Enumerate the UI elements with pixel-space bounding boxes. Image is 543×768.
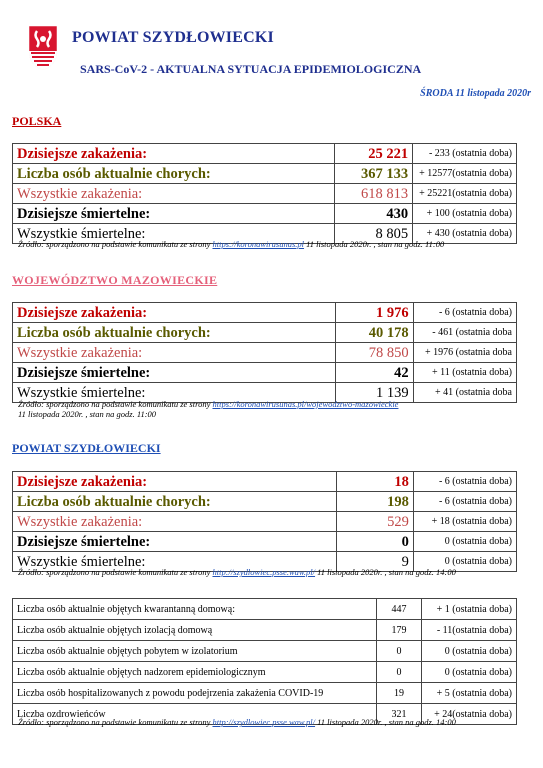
stat-change: 0 (ostatnia doba) (413, 552, 516, 572)
stat-value: 198 (336, 492, 413, 512)
table-row (13, 662, 517, 683)
table-row (13, 343, 517, 363)
detail-label: Liczba osób aktualnie objętych kwarantanną domową: (13, 599, 377, 620)
detail-value: 0 (377, 641, 422, 662)
stat-label: Dzisiejsze zakażenia: (13, 303, 336, 323)
table-row (13, 184, 517, 204)
stat-change: - 233 (ostatnia doba) (413, 144, 517, 164)
detail-value: 19 (377, 683, 422, 704)
detail-value: 321 (377, 704, 422, 725)
stat-change: + 12577(ostatnia doba) (413, 164, 517, 184)
detail-change: + 24(ostatnia doba) (422, 704, 517, 725)
stat-change: - 6 (ostatnia doba) (413, 303, 516, 323)
source-note-mazowieckie-line2 (18, 409, 156, 419)
stat-value: 367 133 (335, 164, 413, 184)
stat-change: + 18 (ostatnia doba) (413, 512, 516, 532)
detail-value: 179 (377, 620, 422, 641)
source-text: 11 listopada 2020r. , stan na godz. 11:00 (18, 409, 157, 419)
detail-value: 0 (377, 662, 422, 683)
stat-value: 25 221 (335, 144, 413, 164)
source-text: Źródło: sporządzono na podstawie komunikatu ze strony (18, 717, 213, 727)
table-row (13, 683, 517, 704)
stat-change: + 430 (ostatnia doba) (413, 224, 517, 244)
stat-label: Wszystkie zakażenia: (13, 184, 335, 204)
page-subtitle: SARS-CoV-2 - AKTUALNA SYTUACJA EPIDEMIOLOGICZNA (80, 62, 422, 76)
source-link[interactable]: https://koronawirusunas.pl (212, 239, 305, 249)
stat-label: Wszystkie śmiertelne: (13, 383, 336, 403)
detail-change: - 11(ostatnia doba) (422, 620, 517, 641)
source-note-polska (18, 239, 444, 249)
detail-change: 0 (ostatnia doba) (422, 641, 517, 662)
table-row (13, 303, 517, 323)
source-note-mazowieckie (18, 399, 398, 409)
stat-change: + 25221(ostatnia doba) (413, 184, 517, 204)
stat-label: Liczba osób aktualnie chorych: (13, 323, 336, 343)
table-row (13, 620, 517, 641)
report-date: ŚRODA 11 listopada 2020r (420, 88, 531, 99)
powiat-stats-table (12, 471, 517, 572)
source-text: 11 listopada 2020r. , stan na godz. 14:00 (315, 717, 456, 727)
table-row (13, 532, 517, 552)
stat-label: Wszystkie zakażenia: (13, 512, 337, 532)
stat-value: 9 (336, 552, 413, 572)
stat-value: 529 (336, 512, 413, 532)
table-row (13, 164, 517, 184)
source-link[interactable]: http://szydlowiec.psse.waw.pl/ (212, 567, 316, 577)
stat-label: Dzisiejsze zakażenia: (13, 472, 337, 492)
stat-value: 430 (335, 204, 413, 224)
stat-label: Wszystkie zakażenia: (13, 343, 336, 363)
source-note-powiat (18, 567, 456, 577)
source-text: Źródło: sporządzono na podstawie komunikatu ze strony (18, 399, 213, 409)
stat-label: Dzisiejsze śmiertelne: (13, 363, 336, 383)
stat-value: 42 (335, 363, 413, 383)
section-title-polska: POLSKA (12, 114, 62, 128)
table-row (13, 472, 517, 492)
stat-label: Wszystkie śmiertelne: (13, 224, 335, 244)
source-text: 11 listopada 2020r. , stan na godz. 14:00 (315, 567, 456, 577)
section-title-powiat: POWIAT SZYDŁOWIECKI (12, 441, 161, 455)
table-row (13, 641, 517, 662)
stat-change: + 41 (ostatnia doba (413, 383, 516, 403)
detail-label: Liczba osób aktualnie objętych nadzorem epidemiologicznym (13, 662, 377, 683)
mazowieckie-stats-table (12, 302, 517, 403)
stat-label: Wszystkie śmiertelne: (13, 552, 337, 572)
section-title-mazowieckie: WOJEWÓDZTWO MAZOWIECKIE (12, 273, 218, 287)
stat-value: 8 805 (335, 224, 413, 244)
stat-value: 0 (336, 532, 413, 552)
page-title: POWIAT SZYDŁOWIECKI (72, 29, 274, 46)
stat-value: 618 813 (335, 184, 413, 204)
table-row (13, 363, 517, 383)
detail-value: 447 (377, 599, 422, 620)
stat-change: 0 (ostatnia doba) (413, 532, 516, 552)
table-row (13, 323, 517, 343)
stat-label: Dzisiejsze śmiertelne: (13, 532, 337, 552)
stat-change: + 11 (ostatnia doba) (413, 363, 516, 383)
coat-of-arms-logo (28, 25, 58, 71)
stat-change: + 100 (ostatnia doba) (413, 204, 517, 224)
stat-label: Dzisiejsze zakażenia: (13, 144, 335, 164)
source-link[interactable]: https://koronawirusunas.pl/wojewodztwo-mazowieckie (212, 399, 399, 409)
stat-change: - 6 (ostatnia doba) (413, 472, 516, 492)
stat-value: 40 178 (335, 323, 413, 343)
source-text: 11 listopada 2020r. , stan na godz. 11:00 (304, 239, 445, 249)
table-row (13, 512, 517, 532)
detail-change: + 1 (ostatnia doba) (422, 599, 517, 620)
stat-change: - 461 (ostatnia doba (413, 323, 516, 343)
table-row (13, 144, 517, 164)
table-row (13, 204, 517, 224)
details-table (12, 598, 517, 725)
polska-stats-table (12, 143, 517, 244)
detail-label: Liczba ozdrowieńców (13, 704, 377, 725)
stat-label: Liczba osób aktualnie chorych: (13, 492, 337, 512)
detail-label: Liczba osób hospitalizowanych z powodu podejrzenia zakażenia COVID-19 (13, 683, 377, 704)
source-text: Źródło: sporządzono na podstawie komunikatu ze strony (18, 567, 213, 577)
source-text: Źródło: sporządzono na podstawie komunikatu ze strony (18, 239, 213, 249)
detail-label: Liczba osób aktualnie objętych izolacją domową (13, 620, 377, 641)
stat-change: - 6 (ostatnia doba) (413, 492, 516, 512)
stat-label: Dzisiejsze śmiertelne: (13, 204, 335, 224)
stat-value: 18 (336, 472, 413, 492)
table-row (13, 492, 517, 512)
table-row (13, 599, 517, 620)
stat-change: + 1976 (ostatnia doba (413, 343, 516, 363)
stat-value: 78 850 (335, 343, 413, 363)
source-link[interactable]: http://szydlowiec.psse.waw.pl/ (212, 717, 316, 727)
source-note-details (18, 717, 456, 727)
stat-label: Liczba osób aktualnie chorych: (13, 164, 335, 184)
detail-change: 0 (ostatnia doba) (422, 662, 517, 683)
detail-change: + 5 (ostatnia doba) (422, 683, 517, 704)
stat-value: 1 976 (335, 303, 413, 323)
stat-value: 1 139 (335, 383, 413, 403)
detail-label: Liczba osób aktualnie objętych pobytem w izolatorium (13, 641, 377, 662)
